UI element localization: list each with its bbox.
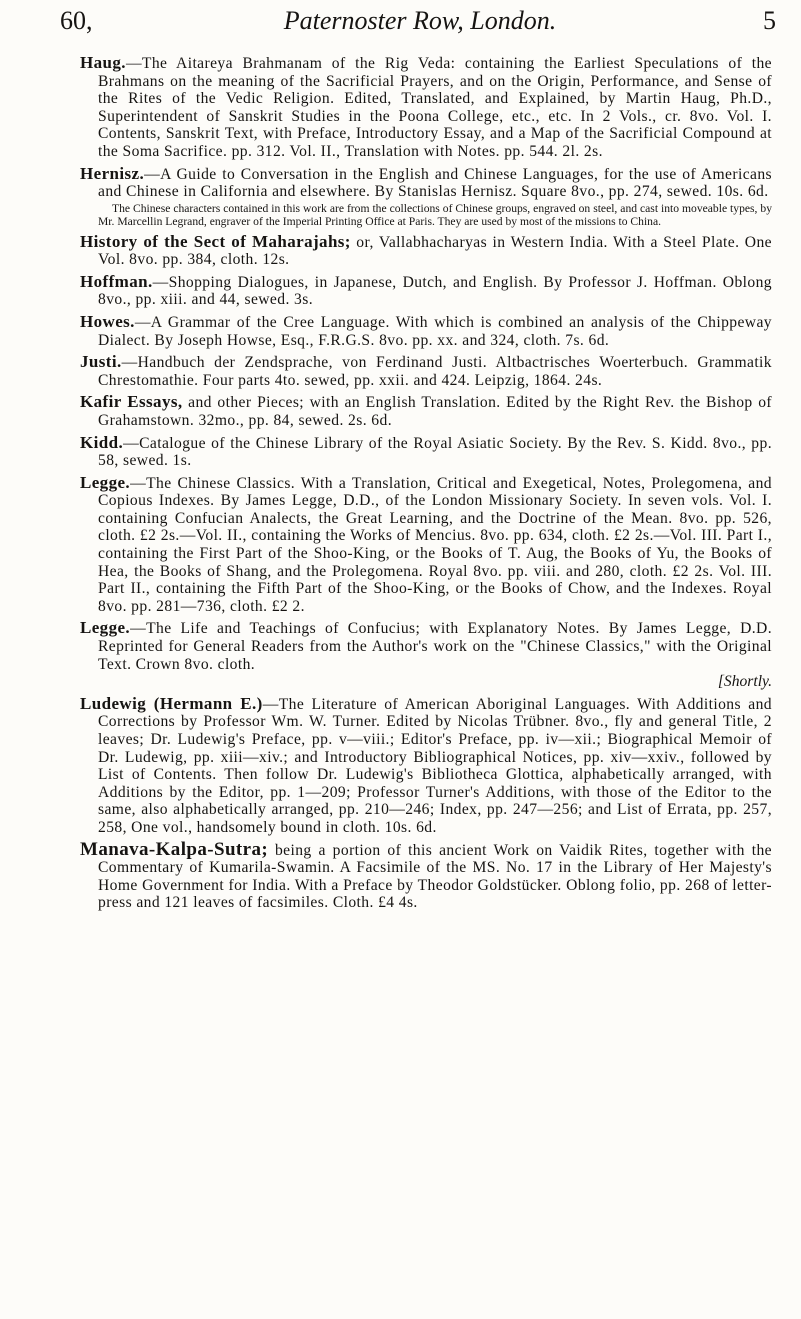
entry-legge-confucius <box>80 619 772 690</box>
entry-headword: Howes. <box>80 311 135 331</box>
entry-legge-classics <box>80 474 772 616</box>
entry-text: —Catalogue of the Chinese Library of the Royal Asiatic Society. By the Rev. S. Kidd. 8vo., pp. 58, sewed. 1s. <box>98 434 772 470</box>
entry-headword: Manava-Kalpa-Sutra; <box>80 838 269 860</box>
entry-headword: History of the Sect of Maharajahs; <box>80 231 351 251</box>
entry-headword: Legge. <box>80 618 131 638</box>
folio-mark: 5 <box>763 6 776 35</box>
catalogue-entries <box>80 54 772 916</box>
entry-headword: Hoffman. <box>80 271 153 291</box>
entry-headword: Ludewig (Hermann E.) <box>80 693 263 713</box>
entry-maharajahs <box>80 233 772 269</box>
entry-text: and other Pieces; with an English Translation. Edited by the Right Rev. the Bishop of Grahamstown. 32mo., pp. 84, sewed. 2s. 6d. <box>98 394 772 429</box>
entry-text: —The Aitareya Brahmanam of the Rig Veda: containing the Earliest Speculations of the Brahmans on the meaning of the Sacrificial Prayers, and on the Origin, Performance, and Sense of the Rites of the Vedic Religion. Edited, Translated, and Explained, by Martin Haug, Ph.D., Superintendent of Sanskrit Studies in the Poona College, etc., etc. In 2 Vols., cr. 8vo. Vol. I. Contents, Sanskrit Text, with Preface, Introductory Essay, and a Map of the Sacrificial Compound at the Soma Sacrifice. pp. 312. Vol. II., Translation with Notes. pp. 544. 2l. 2s. <box>98 55 772 160</box>
entry-text: or, Vallabhacharyas in Western India. With a Steel Plate. One Vol. 8vo. pp. 384, cloth. 12s. <box>98 233 772 269</box>
entry-text: —A Guide to Conversation in the English and Chinese Languages, for the use of Americans and Chinese in California and elsewhere. By Stanislas Hernisz. Square 8vo., pp. 274, sewed. 10s. 6d. <box>98 165 772 201</box>
entry-manava-kalpa-sutra <box>80 838 772 912</box>
entry-kidd <box>80 434 772 470</box>
entry-kafir-essays <box>80 393 772 429</box>
entry-text: —A Grammar of the Cree Language. With which is combined an analysis of the Chippeway Dialect. By Joseph Howse, Esq., F.R.G.S. 8vo. pp. xx. and 324, cloth. 7s. 6d. <box>98 313 772 349</box>
entry-ludewig <box>80 695 772 837</box>
entry-justi <box>80 353 772 389</box>
entry-text: —The Literature of American Aboriginal Languages. With Additions and Corrections by Professor Wm. W. Turner. Edited by Nicolas Trübner. 8vo., fly and general Title, 2 leaves; Dr. Ludewig's Preface, pp. v—viii.; Editor's Preface, pp. iv—xii.; Biographical Memoir of Dr. Ludewig, pp. xiii—xiv.; and Introductory Bibliographical Notices, pp. xiv—xxiv., followed by List of Contents. Then follow Dr. Ludewig's Bibliotheca Glottica, alphabetically arranged, with Additions by the Editor, pp. 1—209; Professor Turner's Additions, with those of the Editor to the same, also alphabetically arranged, pp. 210—246; Index, pp. 247—256; and List of Errata, pp. 257, 258, One vol., handsomely bound in cloth. 10s. 6d. <box>98 695 772 836</box>
entry-headword: Kidd. <box>80 432 124 452</box>
running-title: Paternoster Row, London. <box>283 6 557 35</box>
entry-headword: Justi. <box>80 352 122 372</box>
entry-hoffman <box>80 273 772 309</box>
running-header <box>60 4 776 44</box>
entry-headword: Kafir Essays, <box>80 392 183 412</box>
entry-text: —Handbuch der Zendsprache, von Ferdinand Justi. Altbactrisches Woerterbuch. Grammatik Chrestomathie. Four parts 4to. sewed, pp. xxii. and 424. Leipzig, 1864. 24s. <box>98 354 772 389</box>
page-number: 60, <box>60 6 93 35</box>
entry-headword: Legge. <box>80 472 131 492</box>
entry-text: —Shopping Dialogues, in Japanese, Dutch, and English. By Professor J. Hoffman. Oblong 8vo., pp. xiii. and 44, sewed. 3s. <box>98 273 772 309</box>
entry-hernisz <box>80 165 772 229</box>
entry-headword: Hernisz. <box>80 163 145 183</box>
entry-status: [Shortly. <box>717 673 772 691</box>
entry-text: —The Life and Teachings of Confucius; with Explanatory Notes. By James Legge, D.D. Reprinted for General Readers from the Author's work on the "Chinese Classics," with the Original Text. Crown 8vo. cloth. <box>98 620 772 673</box>
entry-haug <box>80 54 772 161</box>
entry-headword: Haug. <box>80 53 126 72</box>
entry-text: being a portion of this ancient Work on Vaidik Rites, together with the Commentary of Kumarila-Swamin. A Facsimile of the MS. No. 17 in the Library of Her Majesty's Home Government for India. With a Preface by Theodor Goldstücker. Oblong folio, pp. 268 of letter-press and 121 leaves of facsimiles. Cloth. £4 4s. <box>98 841 772 912</box>
entry-note: The Chinese characters contained in this work are from the collections of Chinese groups, engraved on steel, and cast into moveable types, by Mr. Marcellin Legrand, engraver of the Imperial Printing Office at Paris. They are used by most of the missions to China. <box>98 201 772 229</box>
entry-text: —The Chinese Classics. With a Translation, Critical and Exegetical, Notes, Prolegomena, and Copious Indexes. By James Legge, D.D., of the London Missionary Society. In seven vols. Vol. I. containing Confucian Analects, the Great Learning, and the Doctrine of the Mean. 8vo. pp. 526, cloth. £2 2s.—Vol. II., containing the Works of Mencius. 8vo. pp. 634, cloth. £2 2s.—Vol. III. Part I., containing the First Part of the Shoo-King, or the Books of T. Aug, the Books of Yu, the Books of Hea, the Books of Shang, and the Prolegomena. Royal 8vo. pp. viii. and 280, cloth. £2 2s. Vol. III. Part II., containing the Fifth Part of the Shoo-King, or the Books of Chow, and the Indexes. Royal 8vo. pp. 281—736, cloth. £2 2. <box>98 474 772 615</box>
entry-howes <box>80 313 772 349</box>
